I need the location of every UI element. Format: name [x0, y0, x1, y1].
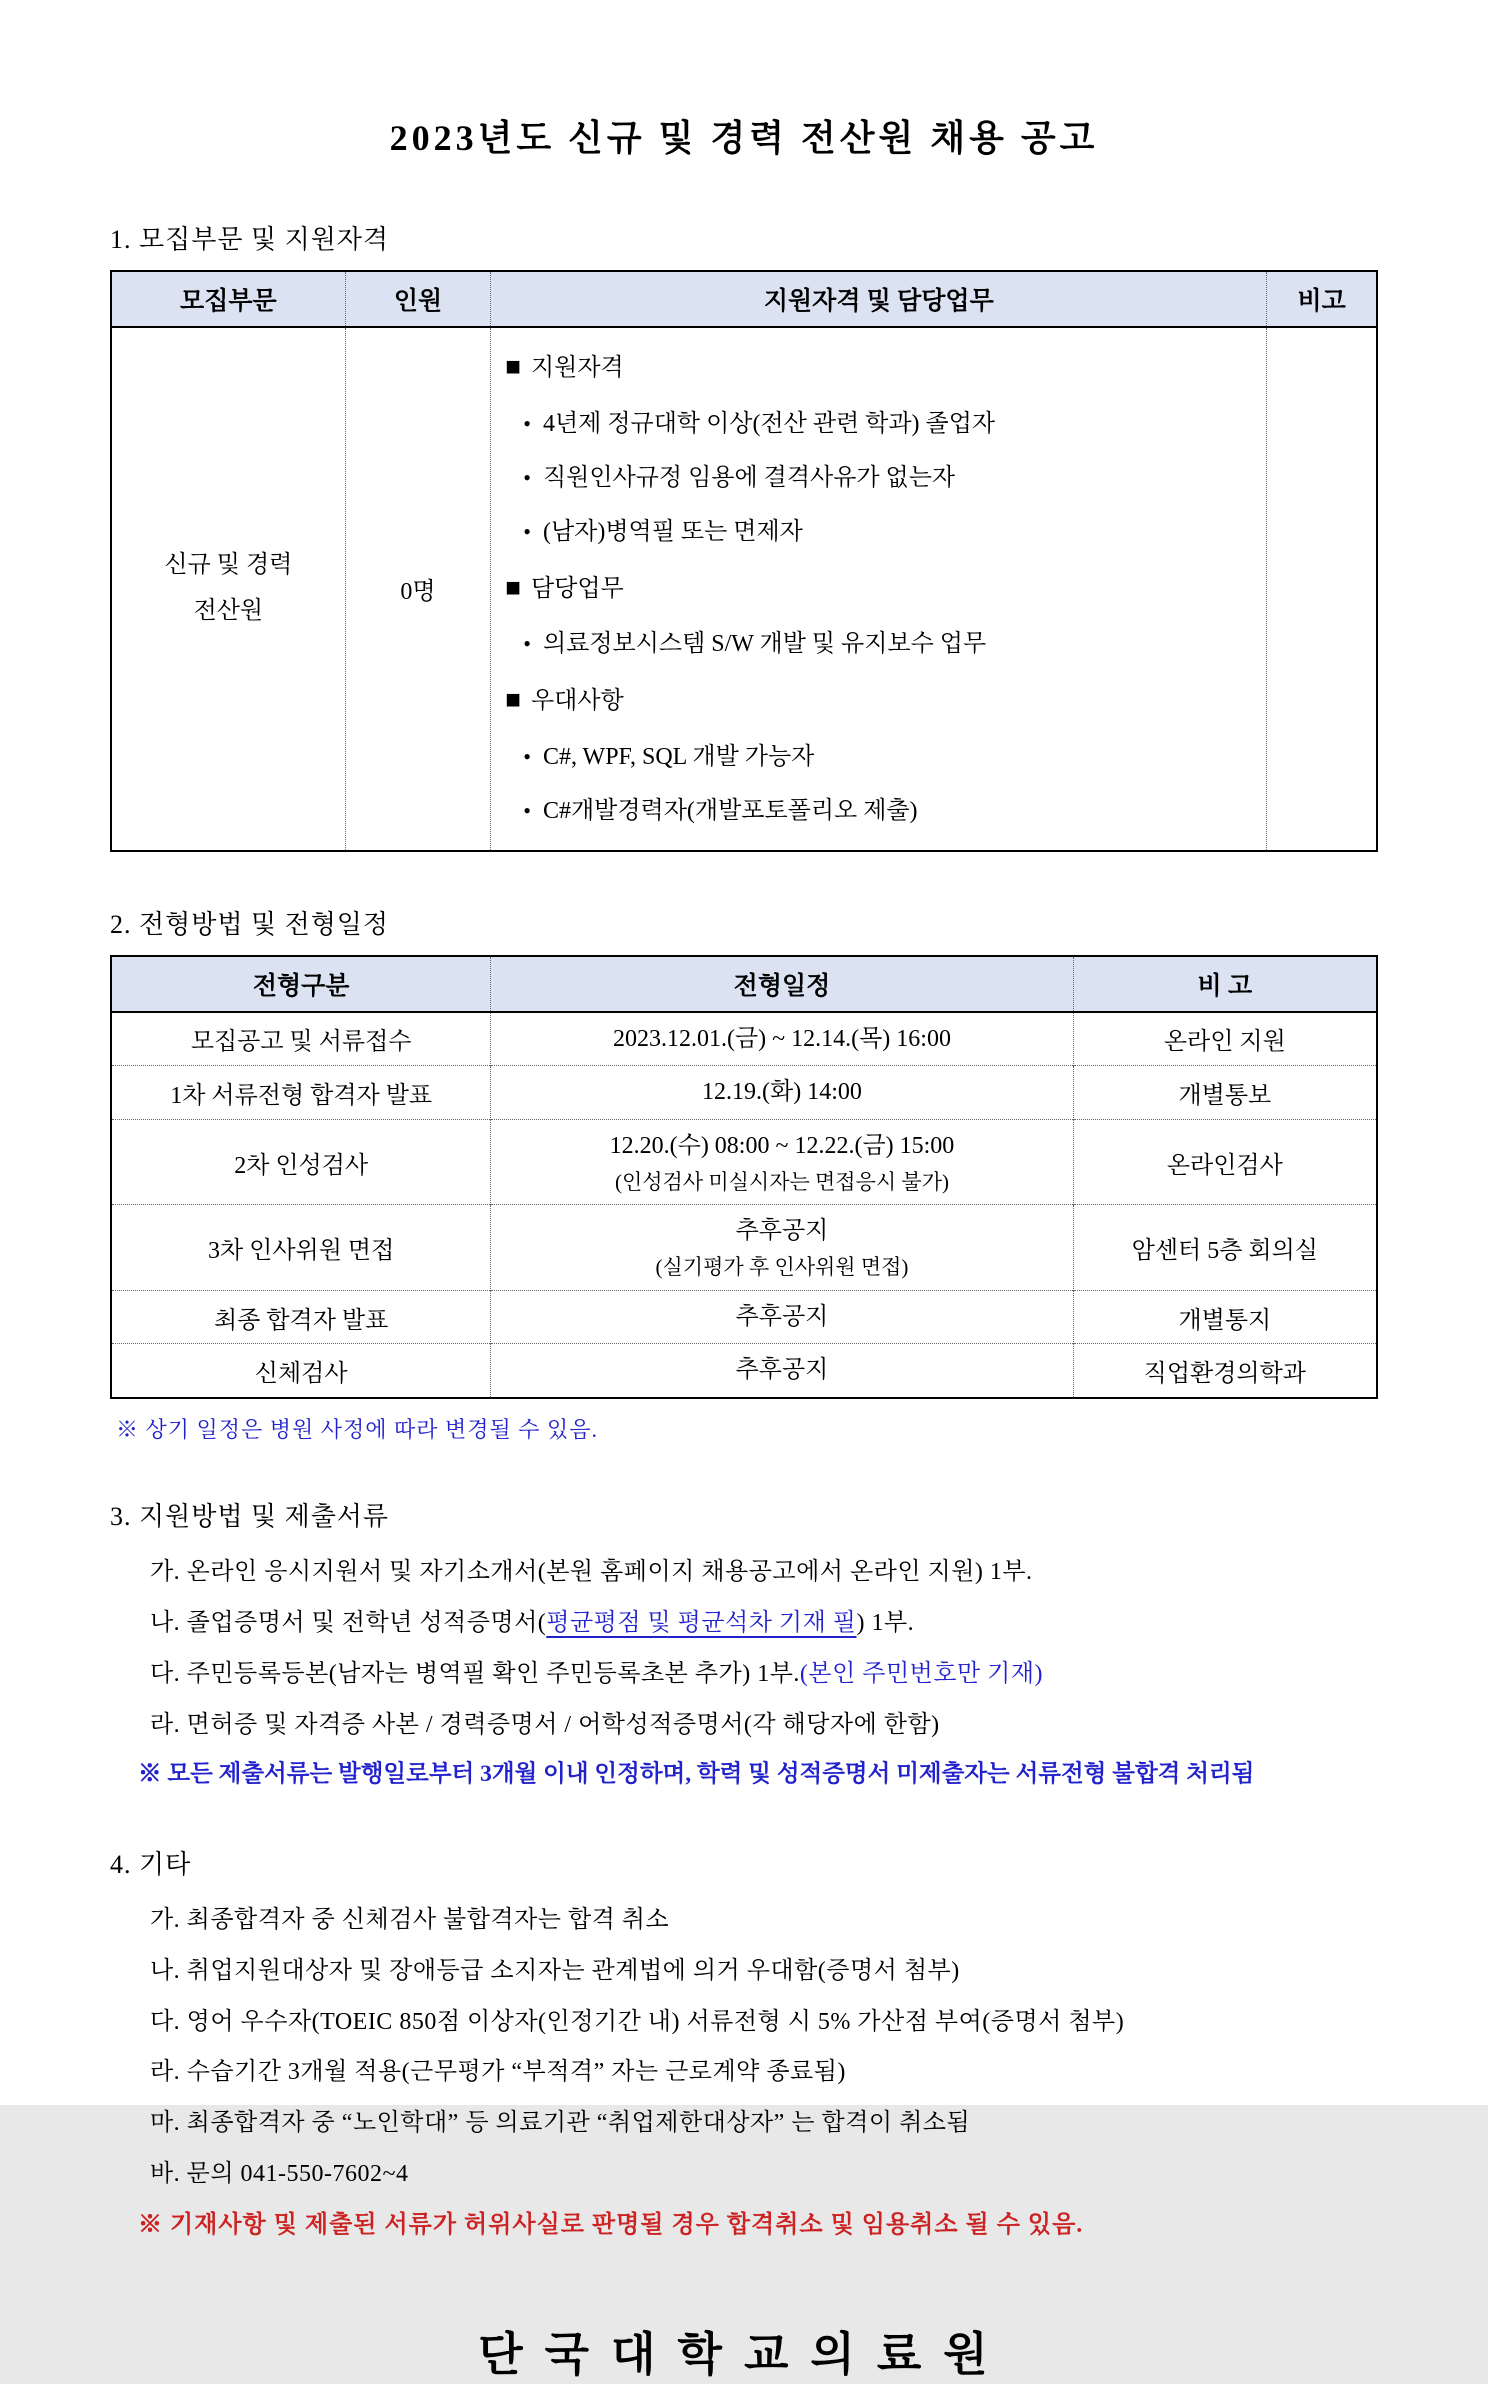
cell-stage: 1차 서류전형 합격자 발표: [111, 1066, 491, 1120]
cell-schedule: [491, 1205, 1073, 1290]
cell-note: 개별통보: [1073, 1066, 1377, 1120]
bullet-marker-icon: •: [523, 518, 531, 544]
square-marker-icon: ■: [505, 352, 521, 381]
list-item-label: 지원자격: [531, 355, 624, 381]
list-item: [505, 730, 1260, 784]
part-line1: 신규 및 경력: [164, 552, 293, 579]
organization-name: 단국대학교의료원: [478, 2329, 1010, 2381]
list-item-label: 의료정보시스템 S/W 개발 및 유지보수 업무: [542, 631, 987, 657]
list-item: 마. 최종합격자 중 “노인학대” 등 의료기관 “취업제한대상자” 는 합격이 취소됨: [150, 2110, 971, 2137]
list-item-label: 담당업무: [531, 575, 624, 602]
bullet-marker-icon: •: [523, 797, 531, 823]
cell-stage: 최종 합격자 발표: [111, 1290, 491, 1344]
list-item: [505, 559, 1260, 618]
schedule-main: 추후공지: [735, 1357, 829, 1384]
schedule-main: 2023.12.01.(금) ~ 12.14.(목) 16:00: [612, 1025, 951, 1052]
table-row: [111, 1290, 1377, 1344]
list-item: 라. 수습기간 3개월 적용(근무평가 “부적격” 자는 근로계약 종료됨): [150, 2059, 846, 2086]
bullet-marker-icon: •: [523, 631, 531, 656]
col-header-note: 비고: [1267, 271, 1377, 327]
cell-stage: 2차 인성검사: [111, 1120, 491, 1205]
documents-footnote: ※ 모든 제출서류는 발행일로부터 3개월 이내 인정하며, 학력 및 성적증명서 미제출자는 서류전형 불합격 처리됨: [138, 1760, 1255, 1787]
list-item: 라. 면허증 및 자격증 사본 / 경력증명서 / 어학성적증명서(각 해당자에 한함): [150, 1711, 940, 1738]
item-text: 다. 주민등록등본(남자는 병역필 확인 주민등록초본 추가) 1부.: [150, 1661, 800, 1688]
cell-schedule: [491, 1066, 1073, 1120]
cell-note: 온라인 지원: [1073, 1012, 1377, 1066]
cell-schedule: [491, 1290, 1073, 1344]
schedule-sub: (인성검사 미실시자는 면접응시 불가): [614, 1169, 949, 1194]
cell-count: 0명: [345, 327, 491, 851]
schedule-table: [110, 955, 1378, 1400]
section1-heading: 1. 모집부문 및 지원자격: [110, 225, 390, 254]
cell-schedule: [491, 1012, 1073, 1066]
col-header-qualification: 지원자격 및 담당업무: [491, 271, 1267, 327]
list-item: [505, 671, 1260, 730]
section2-heading: 2. 전형방법 및 전형일정: [110, 909, 390, 939]
square-marker-icon: ■: [505, 572, 521, 602]
bullet-marker-icon: •: [523, 743, 531, 769]
list-item-label: C#개발경력자(개발포토폴리오 제출): [542, 797, 918, 824]
cell-note: 암센터 5층 회의실: [1073, 1205, 1377, 1290]
list-item-label: 직원인사규정 임용에 결격사유가 없는자: [542, 464, 956, 491]
cell-note: 온라인검사: [1073, 1120, 1377, 1205]
square-marker-icon: ■: [505, 685, 521, 714]
page-title: 2023년도 신규 및 경력 전산원 채용 공고: [389, 118, 1099, 158]
cell-note: 직업환경의학과: [1073, 1344, 1377, 1398]
list-item: 나. 취업지원대상자 및 장애등급 소지자는 관계법에 의거 우대함(증명서 첨부): [150, 1957, 960, 1984]
warning-footnote: ※ 기재사항 및 제출된 서류가 허위사실로 판명될 경우 합격취소 및 임용취소 될 수 있음.: [138, 2212, 1084, 2239]
list-item: 가. 온라인 응시지원서 및 자기소개서(본원 홈페이지 채용공고에서 온라인 지원) 1부.: [150, 1559, 1033, 1586]
table-row: [111, 1066, 1377, 1120]
cell-stage: 3차 인사위원 면접: [111, 1205, 491, 1290]
bullet-marker-icon: •: [523, 410, 531, 436]
table-row: [111, 1012, 1377, 1066]
section4-heading: 4. 기타: [110, 1849, 192, 1879]
cell-stage: 신체검사: [111, 1344, 491, 1398]
table-header-row: [111, 271, 1377, 327]
table-row: [111, 1120, 1377, 1205]
list-item: 바. 문의 041-550-7602~4: [150, 2161, 409, 2188]
recruitment-table: [110, 270, 1378, 852]
list-item-label: (남자)병역필 또는 면제자: [542, 518, 803, 545]
cell-schedule: [491, 1344, 1073, 1398]
schedule-main: 추후공지: [735, 1218, 829, 1245]
col-header-part: 모집부문: [111, 271, 345, 327]
schedule-sub: (실기평가 후 인사위원 면접): [655, 1255, 909, 1280]
list-item: [505, 505, 1260, 559]
item-text-blue: 평균평점 및 평균석차 기재 필: [546, 1610, 857, 1637]
list-item: [505, 451, 1260, 505]
list-item-label: 우대사항: [531, 688, 624, 714]
schedule-main: 추후공지: [735, 1303, 829, 1330]
col-header-stage: 전형구분: [111, 956, 491, 1012]
col-header-schedule: 전형일정: [491, 956, 1073, 1012]
col-header-count: 인원: [345, 271, 491, 327]
cell-part: [111, 327, 345, 851]
list-item: [505, 397, 1260, 451]
cell-note: [1267, 327, 1377, 851]
schedule-footnote: ※ 상기 일정은 병원 사정에 따라 변경될 수 있음.: [116, 1417, 599, 1443]
bullet-marker-icon: •: [523, 464, 531, 490]
cell-qualification: [491, 327, 1267, 851]
cell-stage: 모집공고 및 서류접수: [111, 1012, 491, 1066]
table-row: [111, 327, 1377, 851]
item-text: 나. 졸업증명서 및 전학년 성적증명서(: [150, 1610, 547, 1637]
schedule-main: 12.19.(화) 14:00: [702, 1079, 862, 1106]
item-text: ) 1부.: [856, 1610, 915, 1637]
cell-schedule: [491, 1120, 1073, 1205]
item-text-blue: (본인 주민번호만 기재): [799, 1661, 1044, 1688]
list-item: [150, 1649, 1378, 1700]
list-item-label: 4년제 정규대학 이상(전산 관련 학과) 졸업자: [542, 410, 996, 437]
list-item-label: C#, WPF, SQL 개발 가능자: [542, 743, 815, 770]
list-item: [150, 1598, 1378, 1649]
table-header-row: [111, 956, 1377, 1012]
list-item: 가. 최종합격자 중 신체검사 불합격자는 합격 취소: [150, 1906, 670, 1933]
list-item: [505, 617, 1260, 671]
part-line2: 전산원: [193, 597, 264, 624]
table-row: [111, 1344, 1377, 1398]
schedule-main: 12.20.(수) 08:00 ~ 12.22.(금) 15:00: [609, 1133, 955, 1160]
list-item: [505, 338, 1260, 397]
list-item: [505, 784, 1260, 838]
table-row: [111, 1205, 1377, 1290]
list-item: 다. 영어 우수자(TOEIC 850점 이상자(인정기간 내) 서류전형 시 5% 가산점 부여(증명서 첨부): [150, 2008, 1125, 2035]
cell-note: 개별통지: [1073, 1290, 1377, 1344]
col-header-note: 비 고: [1073, 956, 1377, 1012]
section3-heading: 3. 지원방법 및 제출서류: [110, 1502, 390, 1532]
